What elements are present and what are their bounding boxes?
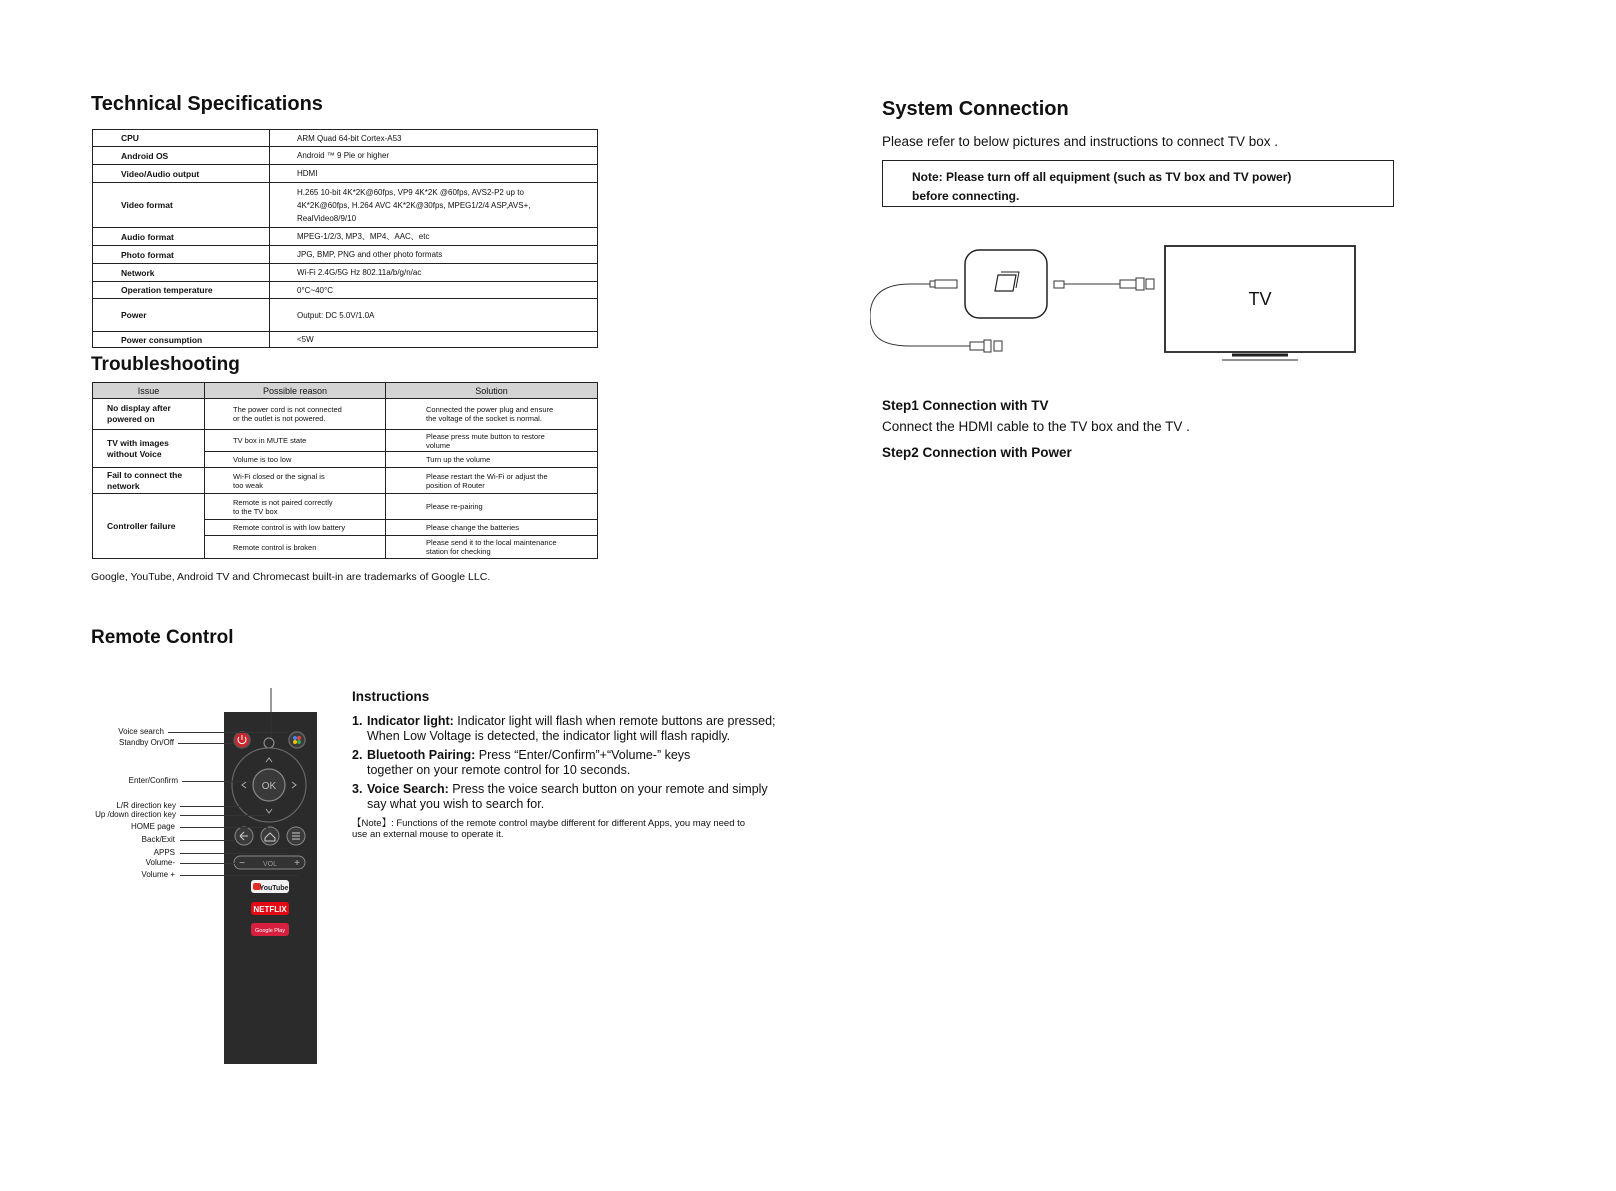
solution-cell: Please press mute button to restore volume (386, 430, 598, 452)
hdmi-connector-icon (1054, 281, 1064, 288)
reason-cell: Remote control is with low battery (205, 520, 386, 536)
label-volume-minus: Volume- (145, 858, 175, 867)
issue-cell: Fail to connect the network (93, 468, 205, 494)
reason-cell: Volume is too low (205, 452, 386, 468)
instruction-item: 3. Voice Search: Press the voice search button on your remote and simply say what you wish to search for. (352, 782, 768, 811)
spec-key: Network (93, 264, 270, 282)
home-icon (261, 827, 279, 845)
label-volume-plus: Volume + (141, 870, 175, 879)
spec-value: H.265 10-bit 4K*2K@60fps, VP9 4K*2K @60fps, AVS2-P2 up to 4K*2K@60fps, H.264 AVC 4K*2K@30fps, MPEG1/2/4 ASP,AVS+, RealVideo8/9/10 (270, 183, 598, 228)
label-back-exit: Back/Exit (141, 835, 175, 844)
spec-key: Video/Audio output (93, 165, 270, 183)
trademark-notice: Google, YouTube, Android TV and Chromecast built-in are trademarks of Google LLC. (91, 571, 491, 583)
system-connection-title: System Connection (882, 98, 1069, 120)
instructions-title: Instructions (352, 689, 430, 704)
label-apps: APPS (153, 848, 175, 857)
step2-title: Step2 Connection with Power (882, 445, 1072, 460)
solution-cell: Please change the batteries (386, 520, 598, 536)
connection-diagram (870, 238, 1390, 368)
col-header-issue: Issue (93, 383, 205, 399)
reason-cell: The power cord is not connected or the outlet is not powered. (205, 399, 386, 430)
label-standby: Standby On/Off (119, 738, 174, 747)
voice-search-icon (289, 732, 305, 748)
usb-plug-icon (970, 342, 984, 350)
label-home-page: HOME page (130, 822, 175, 831)
spec-key: Audio format (93, 228, 270, 246)
solution-cell: Connected the power plug and ensure the voltage of the socket is normal. (386, 399, 598, 430)
instructions-note: 【Note】: Functions of the remote control maybe different for different Apps, you may need to use an external mouse to operate it. (352, 818, 746, 840)
troubleshooting-title: Troubleshooting (91, 354, 240, 375)
label-enter-confirm: Enter/Confirm (128, 776, 178, 785)
spec-key: Operation temperature (93, 282, 270, 299)
spec-key: Photo format (93, 246, 270, 264)
spec-value: MPEG-1/2/3, MP3、MP4、AAC、etc (270, 228, 598, 246)
spec-key: Android OS (93, 147, 270, 165)
reason-cell: Remote is not paired correctly to the TV box (205, 494, 386, 520)
label-voice-search: Voice search (118, 727, 164, 736)
tech-specs-title: Technical Specifications (91, 93, 323, 115)
issue-cell: No display after powered on (93, 399, 205, 430)
spec-value: 0°C~40°C (270, 282, 598, 299)
solution-cell: Turn up the volume (386, 452, 598, 468)
youtube-label: YouTube (259, 885, 289, 892)
instruction-item: 1. Indicator light: Indicator light will flash when remote buttons are pressed; When Low Voltage is detected, the indicator light will flash rapidly. (352, 714, 776, 743)
spec-value: Android ™ 9 Pie or higher (270, 147, 598, 165)
spec-key: Video format (93, 183, 270, 228)
solution-cell: Please re-pairing (386, 494, 598, 520)
label-lr-direction: L/R direction key (116, 801, 176, 810)
spec-value: Wi-Fi 2.4G/5G Hz 802.11a/b/g/n/ac (270, 264, 598, 282)
spec-value: Output: DC 5.0V/1.0A (270, 299, 598, 332)
solution-cell: Please restart the Wi-Fi or adjust the position of Router (386, 468, 598, 494)
spec-value: ARM Quad 64-bit Cortex-A53 (270, 130, 598, 147)
spec-value: <5W (270, 332, 598, 348)
issue-cell: Controller failure (93, 494, 205, 559)
spec-value: JPG, BMP, PNG and other photo formats (270, 246, 598, 264)
ok-label: OK (261, 781, 277, 792)
reason-cell: TV box in MUTE state (205, 430, 386, 452)
spec-key: Power (93, 299, 270, 332)
spec-value: HDMI (270, 165, 598, 183)
power-connector-icon (935, 280, 957, 288)
netflix-label: NETFLIX (253, 905, 287, 914)
remote-control-title: Remote Control (91, 627, 234, 648)
reason-cell: Remote control is broken (205, 536, 386, 559)
hdmi-plug-icon (1120, 280, 1136, 288)
volume-minus-icon: − (239, 858, 245, 869)
instruction-item: 2. Bluetooth Pairing: Press “Enter/Confirm”+“Volume-” keys together on your remote control for 10 seconds. (352, 748, 691, 777)
system-connection-desc: Please refer to below pictures and instructions to connect TV box . (882, 134, 1278, 149)
col-header-solution: Solution (386, 383, 598, 399)
reason-cell: Wi-Fi closed or the signal is too weak (205, 468, 386, 494)
col-header-reason: Possible reason (205, 383, 386, 399)
remote-illustration (0, 0, 340, 1080)
spec-key: CPU (93, 130, 270, 147)
vol-label: VOL (262, 861, 278, 868)
tv-label: TV (1248, 289, 1272, 309)
volume-plus-icon: + (294, 858, 300, 869)
step1-title: Step1 Connection with TV (882, 398, 1049, 413)
step1-desc: Connect the HDMI cable to the TV box and the TV . (882, 419, 1190, 434)
spec-key: Power consumption (93, 332, 270, 348)
google-play-label: Google Play (255, 928, 285, 934)
solution-cell: Please send it to the local maintenance station for checking (386, 536, 598, 559)
issue-cell: TV with images without Voice (93, 430, 205, 468)
power-cable (870, 284, 970, 346)
instructions (352, 689, 776, 840)
label-updown-direction: Up /down direction key (95, 810, 176, 819)
tv-box-icon (965, 250, 1047, 318)
connection-note: Note: Please turn off all equipment (such as TV box and TV power) before connecting. (882, 160, 1394, 207)
